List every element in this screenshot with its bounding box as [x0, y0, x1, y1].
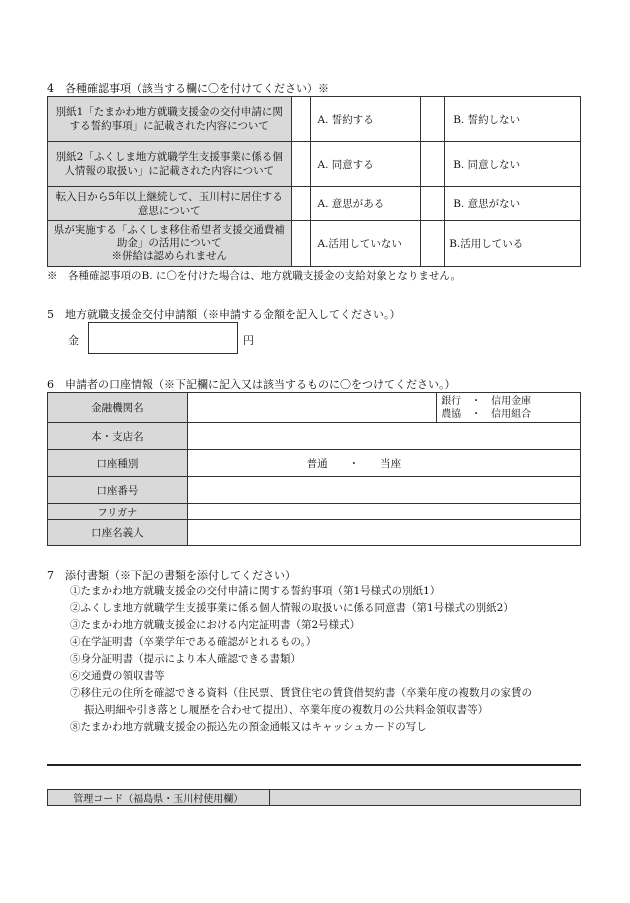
account-number-label: 口座番号: [48, 477, 188, 504]
account-holder-input[interactable]: [187, 520, 580, 546]
confirm-row-3-check-a[interactable]: [291, 187, 311, 221]
attachment-item: ①たまかわ地方就職支援金の交付申請に関する誓約事項（第1号様式の別紙1）: [70, 585, 441, 597]
account-type-options[interactable]: 普通 ・ 当座: [187, 450, 580, 477]
management-code-label: 管理コード（福島県・玉川村使用欄）: [48, 790, 270, 806]
bank-type-options-line1: 銀行 ・ 信用金庫: [441, 395, 532, 407]
branch-input[interactable]: [187, 423, 580, 450]
management-code-table: [47, 789, 581, 806]
confirm-row-3-option-a[interactable]: A. 意思がある: [311, 187, 421, 221]
amount-prefix: 金: [68, 334, 79, 347]
section6-title: 6 申請者の口座情報（※下記欄に記入又は該当するものに〇をつけてください。）: [47, 378, 456, 391]
confirm-row-4-label: 県が実施する「ふくしま移住希望者支援交通費補助金」の活用について: [53, 224, 285, 249]
attachment-item: ④在学証明書（卒業学年である確認がとれるもの。）: [70, 636, 317, 648]
confirm-row-2-label: 別紙2「ふくしま地方就職学生支援事業に係る個人情報の取扱い」に記載された内容について: [48, 142, 292, 187]
confirm-row-4-option-b[interactable]: B.活用している: [445, 221, 581, 267]
attachment-list: [70, 583, 532, 736]
confirm-row-4-label-cell: [48, 221, 292, 267]
account-number-input[interactable]: [187, 477, 580, 504]
section-divider: [47, 764, 581, 766]
bank-account-table: [47, 392, 581, 546]
attachment-item: ③たまかわ地方就職支援金における内定証明書（第2号様式）: [70, 619, 361, 631]
amount-unit: 円: [243, 334, 254, 347]
bank-type-options-line2: 農協 ・ 信用組合: [441, 408, 532, 420]
confirmation-table: [47, 96, 581, 267]
section7-title: 7 添付書類（※下記の書類を添付してください）: [47, 569, 296, 582]
bank-name-input[interactable]: [187, 393, 437, 423]
attachment-item: ⑤身分証明書（提示により本人確認できる書類）: [70, 653, 301, 665]
section4-note: ※ 各種確認事項のB. に〇を付けた場合は、地方就職支援金の支給対象となりません。: [47, 270, 462, 282]
account-holder-label: 口座名義人: [48, 520, 188, 546]
attachment-item: ②ふくしま地方就職学生支援事業に係る個人情報の取扱いに係る同意書（第1号様式の別紙2）: [70, 602, 514, 614]
confirm-row-2-option-b[interactable]: B. 同意しない: [445, 142, 581, 187]
confirm-row-1-check-a[interactable]: [291, 97, 311, 142]
confirm-row-4-option-a[interactable]: A.活用していない: [311, 221, 421, 267]
confirm-row-4-sublabel: ※併給は認められません: [111, 250, 228, 262]
confirm-row-3-label: 転入日から5年以上継続して、玉川村に居住する意思について: [48, 187, 292, 221]
amount-input[interactable]: [88, 322, 238, 354]
confirm-row-4-check-b[interactable]: [421, 221, 445, 267]
attachment-item-continued: 振込明細や引き落とし履歴を合わせて提出）、卒業年度の複数月の公共料金領収書等）: [84, 704, 489, 716]
section4-title: 4 各種確認事項（該当する欄に〇を付けてください）※: [47, 82, 329, 95]
confirm-row-4-check-a[interactable]: [291, 221, 311, 267]
branch-label: 本・支店名: [48, 423, 188, 450]
section5-title: 5 地方就職支援金交付申請額（※申請する金額を記入してください。）: [47, 308, 401, 321]
confirm-row-3-check-b[interactable]: [421, 187, 445, 221]
furigana-input[interactable]: [187, 504, 580, 520]
confirm-row-1-option-a[interactable]: A. 誓約する: [311, 97, 421, 142]
confirm-row-2-option-a[interactable]: A. 同意する: [311, 142, 421, 187]
bank-name-label: 金融機関名: [48, 393, 188, 423]
confirm-row-2-check-b[interactable]: [421, 142, 445, 187]
furigana-label: フリガナ: [48, 504, 188, 520]
management-code-value[interactable]: [269, 790, 580, 806]
bank-type-options[interactable]: [437, 393, 581, 423]
confirm-row-1-check-b[interactable]: [421, 97, 445, 142]
confirm-row-1-option-b[interactable]: B. 誓約しない: [445, 97, 581, 142]
account-type-label: 口座種別: [48, 450, 188, 477]
attachment-item: ⑥交通費の領収書等: [70, 670, 165, 682]
confirm-row-2-check-a[interactable]: [291, 142, 311, 187]
confirm-row-1-label: 別紙1「たまかわ地方就職支援金の交付申請に関する誓約事項」に記載された内容について: [48, 97, 292, 142]
confirm-row-3-option-b[interactable]: B. 意思がない: [445, 187, 581, 221]
attachment-item: ⑧たまかわ地方就職支援金の振込先の預金通帳又はキャッシュカードの写し: [70, 721, 427, 733]
attachment-item: ⑦移住元の住所を確認できる資料（住民票、賃貸住宅の賃貸借契約書（卒業年度の複数月の家賃の: [70, 687, 532, 699]
